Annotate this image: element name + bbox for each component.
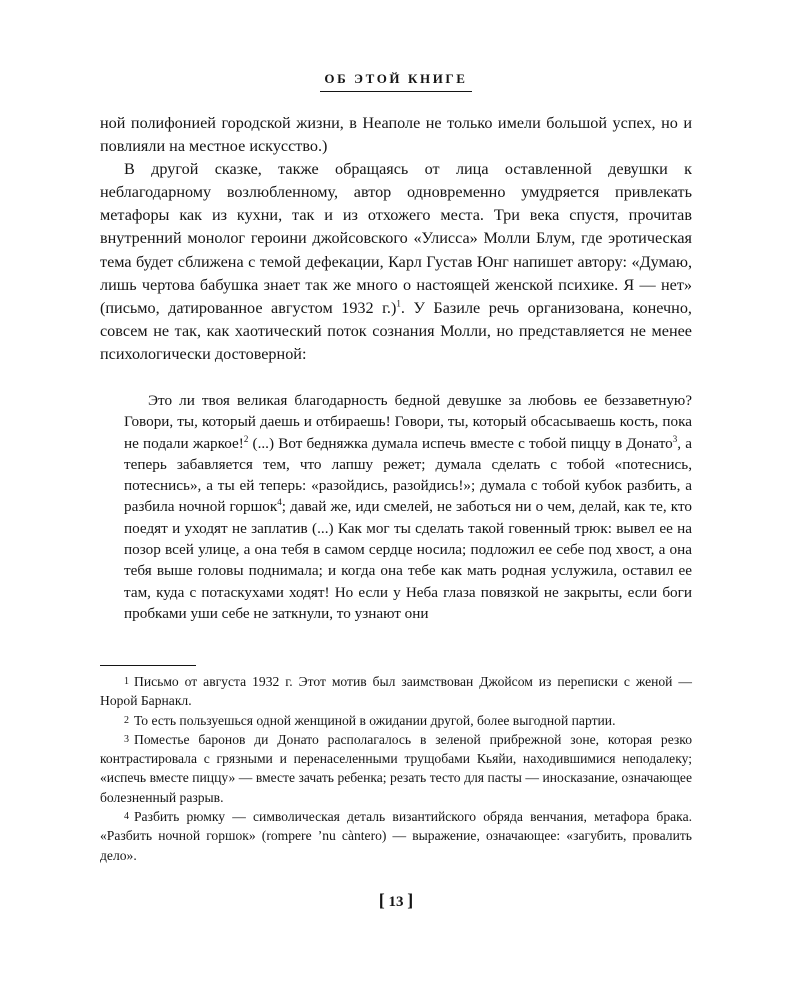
paragraph-continuation: ной полифонией городской жизни, в Неаполе не только имели большой успех, но и повлияли на местное искусство.)	[100, 114, 692, 156]
footnote-number: 4	[124, 811, 129, 823]
quote-paragraph	[124, 390, 692, 624]
page-number	[100, 890, 692, 911]
footnote-text: Письмо от августа 1932 г. Этот мотив был заимствован Джойсом из переписки с женой — Норой Барнакл.	[100, 674, 692, 709]
running-head-text: ОБ ЭТОЙ КНИГЕ	[320, 71, 471, 92]
footnote-ref-1[interactable]: 1	[396, 298, 401, 309]
footnote-1	[100, 672, 692, 711]
footnotes	[100, 672, 692, 865]
footnote-ref-3[interactable]: 3	[672, 433, 678, 444]
footnote-3	[100, 730, 692, 807]
footnote-2	[100, 711, 692, 730]
footnote-number: 3	[124, 733, 129, 745]
quote-text-1: Это ли твоя великая благодарность бедной девушке за любовь ее беззаветную? Говори, ты, который даешь и отбираешь! Говори, ты, который обсасываешь кость, пока не подали жаркое!	[124, 392, 692, 452]
footnote-4	[100, 807, 692, 865]
paragraph-jung-text-end: . У Базиле речь организована, конечно, совсем не так, как хаотический поток сознания Молли, но представляется не менее психологически достоверной:	[100, 298, 692, 363]
footnote-divider	[100, 665, 196, 666]
quote-text-4: ; давай же, иди смелей, не заботься ни о чем, делай, как те, кто поедят и уходят не заплатив (...) Как мог ты сделать такой говенный трюк: вывел ее на позор всей улице, а она тебя в самом сердце носила; подложил ее себе под хвост, а она тебя выше головы поднимала; и когда она тебе как мать родная услужила, оставил ее там, куда с потаскухами ходят! Но если у Неба глаза повязкой не закрыты, если боги пробками уши себе не заткнули, то узнают они	[124, 498, 692, 622]
quote-text-2: (...) Вот бедняжка думала испечь вместе с тобой пиццу в Донато	[248, 434, 673, 452]
footnote-ref-4[interactable]: 4	[277, 497, 282, 508]
footnote-number: 1	[124, 676, 129, 687]
footnote-number: 2	[124, 714, 129, 726]
paragraph-jung-text: В другой сказке, также обращаясь от лица оставленной девушки к неблагодарному возлюбленному, автор одновременно умудряется привлекать метафоры как из кухни, так и из отхожего места. Три века спустя, прочитав внутренний монолог героини джойсовского «Улисса» Молли Блум, где эротическая тема будет сближена с темой дефекации, Карл Густав Юнг напишет автору: «Думаю, лишь чертова бабушка знает так же много о настоящей женской психике. Я — нет» (письмо, датированное августом 1932 г.)	[100, 160, 692, 317]
footnote-text: То есть пользуешься одной женщиной в ожидании другой, более выгодной партии.	[134, 712, 616, 728]
block-quote	[124, 390, 692, 624]
page-number-bracket-open: [	[378, 890, 385, 910]
main-text	[100, 112, 692, 366]
paragraph-jung	[100, 158, 692, 366]
footnote-ref-2[interactable]: 2	[243, 433, 249, 444]
footnote-text: Поместье баронов ди Донато располагалось в зеленой прибрежной зоне, которая резко контрастировала с грязными и перенаселенными трущобами Кьяйи, находившимися неподалеку; «испечь вместе пиццу» — вместе зачать ребенка; резать тесто для пасты — иносказание, означающее болезненный разрыв.	[100, 731, 692, 805]
book-page	[100, 0, 692, 1000]
running-head	[100, 71, 692, 92]
page-number-bracket-close: ]	[407, 890, 414, 910]
page-number-value: 13	[388, 894, 404, 910]
quote-text-3: , а теперь забавляется тем, что лапшу режет; думала сделать с тобой «потеснись, потеснись», а ты ей теперь: «разойдись, разойдись!»; думала с тобой кубок разбить, а разбила ночной горшок	[124, 434, 692, 516]
footnote-text: Разбить рюмку — символическая деталь византийского обряда венчания, метафора брака. «Разбить ночной горшок» (rompere ’nu càntero) — выражение, означающее: «загубить, провалить дело».	[100, 809, 692, 863]
